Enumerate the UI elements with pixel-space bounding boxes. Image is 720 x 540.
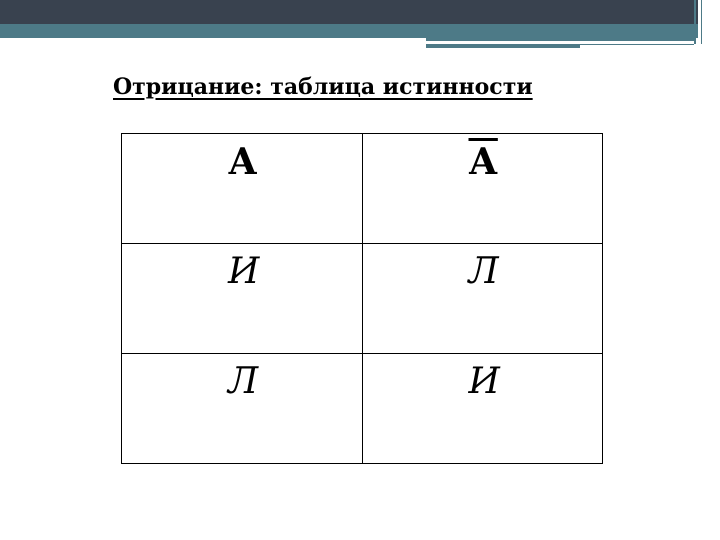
header-not-a-label: А — [468, 141, 498, 183]
table-row — [122, 244, 603, 354]
header-cell-not-a — [362, 134, 603, 244]
slide-title: Отрицание: таблица истинности — [113, 74, 533, 100]
decor-horizontal-line — [426, 38, 694, 41]
top-decor-bar — [0, 0, 720, 24]
cell-value: И — [468, 361, 500, 402]
decor-horizontal-line-thick — [426, 44, 580, 48]
table-cell — [362, 244, 603, 354]
teal-decor-band — [0, 24, 698, 38]
table-cell — [362, 354, 603, 464]
decor-vertical-line-thin — [701, 0, 702, 44]
table-cell — [122, 354, 363, 464]
header-cell-a — [122, 134, 363, 244]
header-a-label: А — [228, 141, 258, 183]
decor-horizontal-line-thin — [580, 44, 694, 45]
cell-value: Л — [468, 251, 499, 292]
cell-value: Л — [228, 361, 259, 402]
decor-vertical-line — [694, 0, 696, 44]
table-cell — [122, 244, 363, 354]
truth-table — [121, 133, 603, 464]
table-row — [122, 354, 603, 464]
table-header-row — [122, 134, 603, 244]
cell-value: И — [228, 251, 260, 292]
